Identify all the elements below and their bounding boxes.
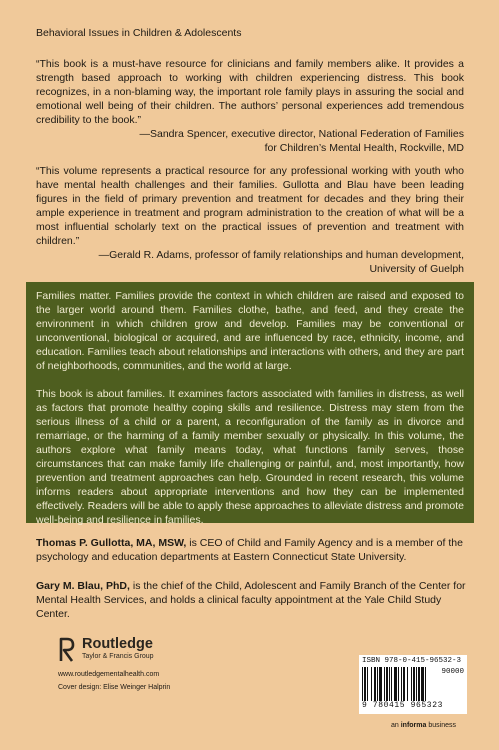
routledge-r-logo-icon <box>58 636 76 662</box>
description-paragraph-2: This book is about families. It examines factors associated with families in distress, as well as factors that promote healthy coping skills and resilience. Distress may stem from the serious illness of a child or a parent, a reconfiguration of the family as in divorce and remarriage, or the harming of a family member sexually or physically. In this volume, the authors explore what family means today, what functions family serves, those circumstances that can make family life challenging or painful, and, most importantly, how prevention and treatment approaches can help. Grounded in recent research, this volume informs readers about appropriate interventions and how they can be implemented effectively. Readers will be able to apply these approaches to alleviate distress and promote well-being and resilience in families. <box>36 388 464 526</box>
informa-suffix: business <box>426 722 456 729</box>
quote-attribution-line1: —Gerald R. Adams, professor of family relationships and human development, <box>98 249 464 261</box>
cover-design-credit: Cover design: Elise Weinger Halprin <box>58 684 171 691</box>
description-panel <box>26 282 474 526</box>
ean-number: 9 780415 965323 <box>362 701 444 710</box>
endorsement-quote-1 <box>36 57 464 155</box>
author-name: Thomas P. Gullotta, MA, MSW, <box>36 537 187 549</box>
informa-prefix: an <box>391 722 401 729</box>
quote-attribution-line2: University of Guelph <box>369 263 464 275</box>
publisher-website: www.routledgementalhealth.com <box>58 671 160 678</box>
description-paragraph-1: Families matter. Families provide the context in which children are raised and exposed to the larger world around them. Families clothe, bathe, and feed, and they create the environment in which children grow and develop. Families may be conventional or unconventional, biological or acquired, and are influenced by race, ethnicity, income, and education. Families teach about relationships and interactions with others, and they are part of neighborhoods, communities, and the world at large. <box>36 290 464 372</box>
quote-text: “This book is a must-have resource for clinicians and family members alike. It provides a strength based approach to working with children experiencing distress. This book recognizes, in a non-blaming way, the important role family plays in assuring the social and emotional well being of their children. The authors’ personal experiences add tremendous credibility to the book.” <box>36 58 464 126</box>
informa-brand: informa <box>400 722 427 729</box>
quote-attribution-line2: for Children’s Mental Health, Rockville, MD <box>264 142 464 154</box>
quote-text: “This volume represents a practical resource for any professional working with youth who have mental health challenges and their families. Gullotta and Blau have been leading figures in the field of primary prevention and treatment for decades and they bring their ample experience in treatment and program administration to the creation of what will be a most influential scholarly text on the practical issues of prevention and treatment with children.” <box>36 165 464 247</box>
series-category: Behavioral Issues in Children & Adolescents <box>36 27 242 39</box>
author-bio-1 <box>36 536 468 564</box>
isbn-text: ISBN 978-0-415-96532-3 <box>362 657 462 665</box>
informa-business-line <box>391 722 456 729</box>
author-name: Gary M. Blau, PhD, <box>36 580 130 592</box>
isbn-barcode <box>359 655 467 714</box>
author-bio-text: is the chief of the Child, Adolescent and Family Branch of the Center for Mental Health Services, and holds a clinical faculty appointment at the Yale Child Study Center. <box>36 580 466 620</box>
publisher-name: Routledge <box>82 636 153 652</box>
author-bio-2 <box>36 579 468 621</box>
price-code: 90000 <box>441 668 464 676</box>
author-bio-text: is CEO of Child and Family Agency and is a member of the psychology and education departments at Eastern Connecticut State University. <box>36 537 463 563</box>
publisher-group: Taylor & Francis Group <box>82 653 154 660</box>
barcode-bars <box>362 667 438 701</box>
quote-attribution-line1: —Sandra Spencer, executive director, National Federation of Families <box>139 128 464 140</box>
endorsement-quote-2 <box>36 164 464 276</box>
